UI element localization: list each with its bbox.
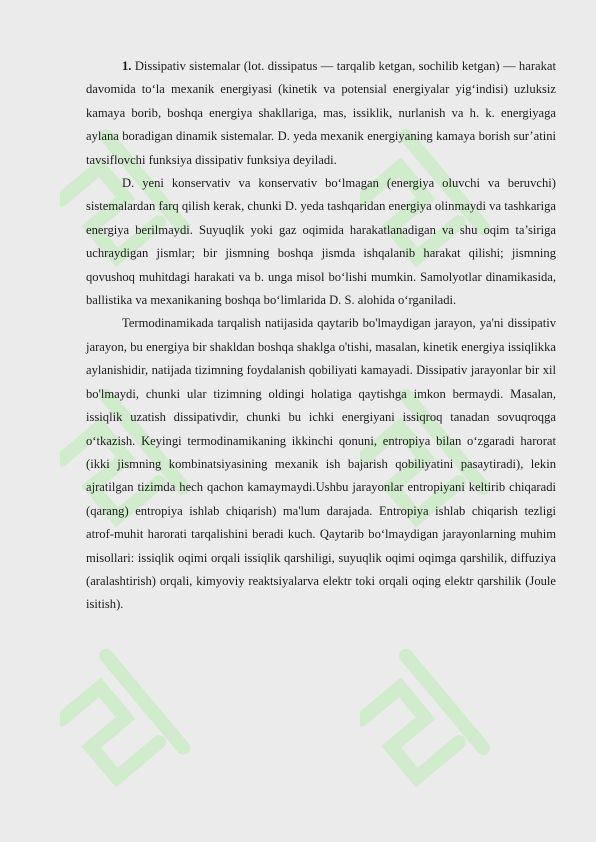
paragraph-3 — [86, 312, 556, 616]
paragraph-number: 1. — [122, 59, 132, 73]
paragraph-text: Dissipativ sistemalar (lot. dissipatus — tarqalib ketgan, sochilib ketgan) — harakat davomida to‘la mexanik energiyasi (kinetik va potensial energiyalar yig‘indisi) uzluksiz kamaya borib, boshqa energiya shakllariga, mas, issiklik, nurlanish va h. k. energiyaga aylana boradigan dinamik sistemalar. D. yeda mexanik energiyaning kamaya borish sur’atini tavsiflovchi funksiya dissipativ funksiya deyiladi. — [86, 59, 556, 167]
paragraph-text: Termodinamikada tarqalish natijasida qaytarib bo'lmaydigan jarayon, ya'ni dissipativ jarayon, bu energiya bir shakldan boshqa shaklga o'tishi, masalan, kinetik energiya issiqlikka aylanishidir, natijada tizimning foydalanish qobiliyati kamayadi. Dissipativ jarayonlar bir xil bo'lmaydi, chunki ular tizimning oldingi holatiga qaytishga imkon bermaydi. Masalan, issiqlik uzatish dissipativdir, chunki bu ichki energiyani issiqroq tanadan sovuqroqga o‘tkazish. Keyingi termodinamikaning ikkinchi qonuni, entropiya bilan o‘zgaradi harorat (ikki jismning kombinatsiyasining mexanik ish bajarish qobiliyatini pasaytiradi), lekin ajratilgan tizimda hech qachon kamaymaydi.Ushbu jarayonlar entropiyani keltirib chiqaradi (qarang) entropiya ishlab chiqarish) ma'lum darajada. Entropiya ishlab chiqarish tezligi atrof-muhit harorati tarqalishini beradi kuch. Qaytarib bo‘lmaydigan jarayonlarning muhim misollari: issiqlik oqimi orqali issiqlik qarshiligi, suyuqlik oqimi oqimga qarshilik, diffuziya (aralashtirish) orqali, kimyoviy reaktsiyalarva elektr toki orqali oqing elektr qarshilik (Joule isitish). — [86, 316, 556, 612]
paragraph-1 — [86, 55, 556, 172]
watermark-logo-icon — [360, 640, 490, 810]
paragraph-2 — [86, 172, 556, 312]
paragraph-text: D. yeni konservativ va konservativ bo‘lmagan (energiya oluvchi va beruvchi) sistemalardan farq qilish kerak, chunki D. yeda tashqaridan energiya olinmaydi va tashkariga energiya berilmaydi. Suyuqlik yoki gaz oqimida harakatlanadigan va shu oqim ta’siriga uchraydigan jismlar; bir jismning boshqa jismda ishqalanib harakat qilishi; jismning qovushoq muhitdagi harakati va b. unga misol bo‘lishi mumkin. Samolyotlar dinamikasida, ballistika va mexanikaning boshqa bo‘limlarida D. S. alohida o‘rganiladi. — [86, 176, 556, 308]
watermark-logo-icon — [60, 640, 190, 810]
document-body — [86, 55, 556, 617]
